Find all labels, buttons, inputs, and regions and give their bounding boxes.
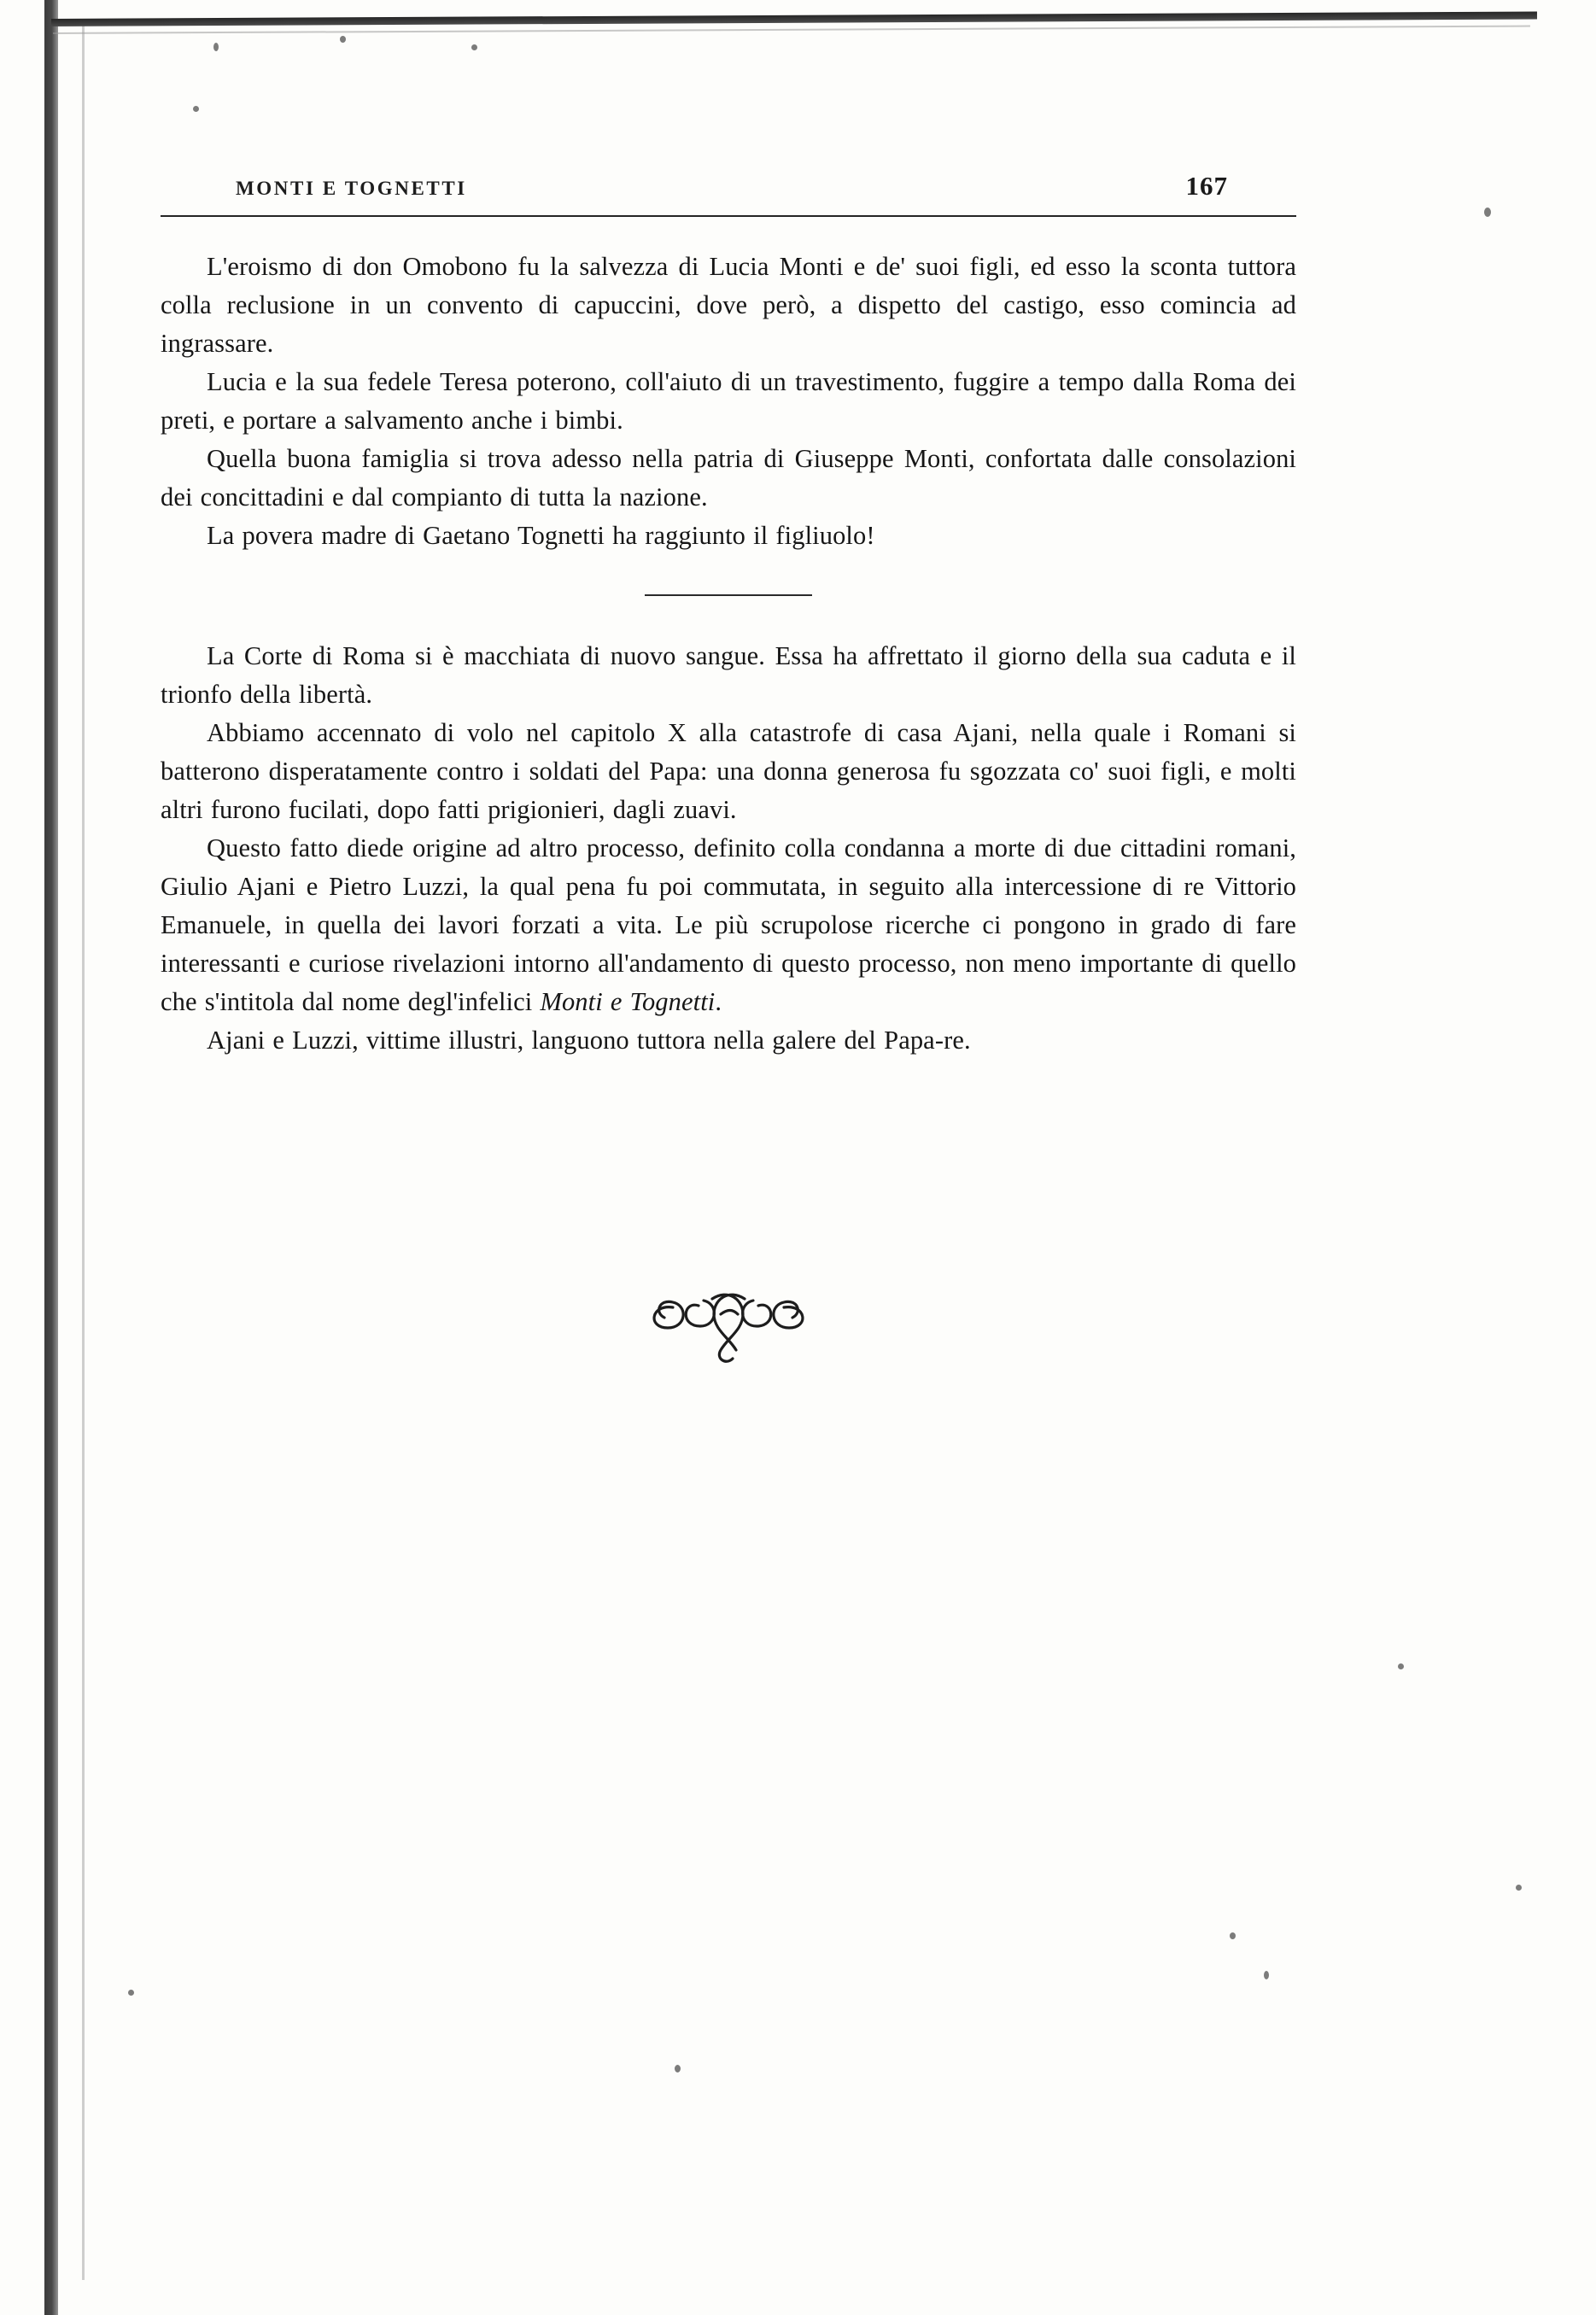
paragraph-tail: .: [715, 987, 722, 1016]
ornament-block: [161, 1275, 1296, 1369]
scan-speck: [1264, 1971, 1269, 1979]
scan-speck: [471, 44, 477, 50]
scan-speck: [1230, 1932, 1236, 1939]
scan-speck: [1398, 1663, 1404, 1669]
scan-speck: [675, 2065, 681, 2072]
paragraph: Lucia e la sua fedele Teresa poterono, coll'aiuto di un travestimento, fuggire a tempo dalla Roma dei preti, e portare a salvamento anche i bimbi.: [161, 367, 1296, 435]
paragraph: L'eroismo di don Omobono fu la salvezza di Lucia Monti e de' suoi figli, ed esso la sconta tuttora colla reclusione in un convento di capuccini, dove però, a dispetto del castigo, esso comincia ad ingrassare.: [161, 252, 1296, 358]
section-divider: [161, 594, 1296, 596]
paragraph-text: Questo fatto diede origine ad altro processo, definito colla condanna a morte di due cittadini romani, Giulio Ajani e Pietro Luzzi, la qual pena fu poi commutata, in seguito alla intercessione di re Vittorio Emanuele, in quella dei lavori forzati a vita. Le più scrupolose ricerche ci pongono in grado di fare interessanti e curiose rivelazioni intorno all'andamento di questo processo, non meno importante di quello che s'intitola dal nome degl'infelici: [161, 833, 1296, 1016]
scan-speck: [213, 43, 219, 51]
scan-left-edge-shadow: [44, 0, 58, 2315]
page-content: [161, 171, 1296, 1369]
scan-speck: [1516, 1885, 1522, 1891]
divider-rule: [645, 594, 812, 596]
italic-work-title: Monti e Tognetti: [540, 987, 716, 1016]
scan-speck: [1484, 208, 1491, 217]
scan-speck: [128, 1990, 134, 1996]
paragraph: La povera madre di Gaetano Tognetti ha raggiunto il figliuolo!: [207, 521, 875, 550]
paragraph: La Corte di Roma si è macchiata di nuovo sangue. Essa ha affrettato il giorno della sua caduta e il trionfo della libertà.: [161, 641, 1296, 709]
paragraph: Quella buona famiglia si trova adesso nella patria di Giuseppe Monti, confortata dalle consolazioni dei concittadini e dal compianto di tutta la nazione.: [161, 444, 1296, 512]
header-rule: [161, 215, 1296, 217]
page-number: 167: [1185, 171, 1228, 201]
scan-left-gutter-line: [82, 26, 85, 2280]
paragraph: Ajani e Luzzi, vittime illustri, languono tuttora nella galere del Papa-re.: [207, 1026, 971, 1055]
section-one: [161, 248, 1296, 555]
paragraph: Abbiamo accennato di volo nel capitolo X alla catastrofe di casa Ajani, nella quale i Romani si batterono disperatamente contro i soldati del Papa: una donna generosa fu sgozzata co' suoi figli, e molti altri furono fucilati, dopo fatti prigionieri, dagli zuavi.: [161, 718, 1296, 824]
running-head-title: MONTI E TOGNETTI: [236, 178, 467, 199]
scan-speck: [340, 36, 346, 43]
section-two: [161, 637, 1296, 1060]
scan-speck: [193, 106, 199, 112]
paragraph-with-italic-title: [161, 829, 1296, 1021]
vine-ornament-icon: [639, 1275, 818, 1369]
running-head: [161, 171, 1296, 202]
